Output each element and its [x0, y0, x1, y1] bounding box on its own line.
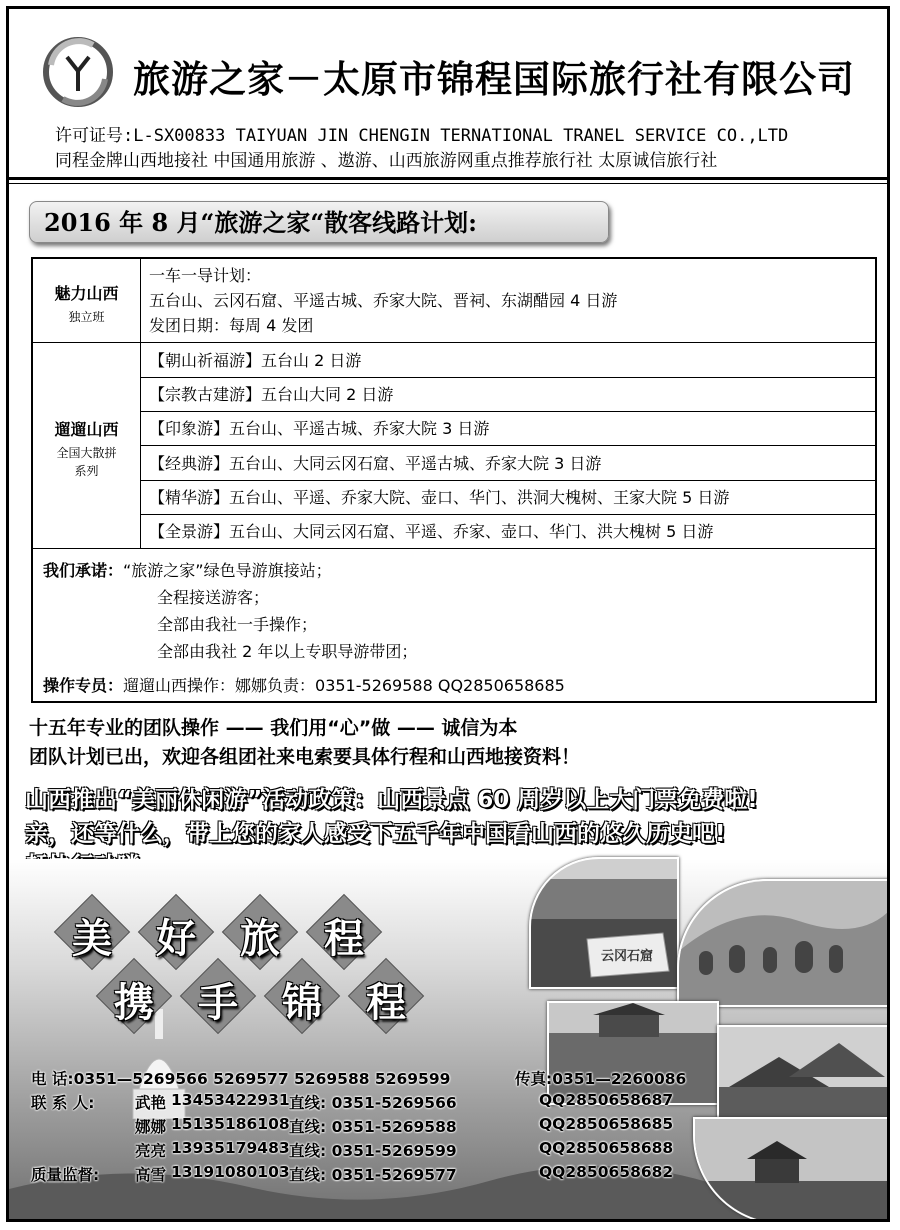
motto-char: 程 [366, 979, 406, 1026]
category-name: 遛遛山西 [54, 420, 119, 439]
promise-line: 全程接送游客； [157, 588, 270, 607]
grottoes-image [679, 881, 889, 1005]
motto-char: 好 [156, 915, 196, 962]
photo-yungang-sign [529, 857, 679, 989]
phone-line: 电 话:0351—5269566 5269577 5269588 5269599 [31, 1070, 451, 1088]
contact-qq: QQ2850658685 [539, 1115, 674, 1133]
contact-name: 娜娜 [135, 1118, 167, 1136]
promo-line: 亲，还等什么，带上您的家人感受下五千年中国看山西的悠久历史吧! [25, 821, 726, 847]
photo-city-wall [547, 1001, 719, 1105]
contact-name: 武艳 [135, 1094, 167, 1112]
motto-char: 美 [72, 915, 112, 962]
contact-mobile: 13191080103 [171, 1163, 290, 1181]
photo-sign-text: 云冈石窟 [601, 949, 654, 964]
promise-block [43, 557, 417, 665]
company-logo-icon [43, 37, 113, 107]
route-item: 【精华游】五台山、平遥、乔家大院、壶口、华门、洪洞大槐树、王家大院 5 日游 [141, 481, 875, 515]
category-sub: 系列 [74, 464, 99, 478]
landscape-image [531, 859, 677, 987]
contact-direct: 直线: 0351-5269599 [289, 1142, 457, 1160]
contact-qq: QQ2850658682 [539, 1163, 674, 1181]
header-divider [9, 177, 890, 180]
route-line: 一车一导计划： [149, 266, 262, 285]
slogan-line: 十五年专业的团队操作 —— 我们用“心”做 —— 诚信为本 [29, 717, 518, 739]
motto-char: 携 [114, 979, 154, 1026]
quality-label: 质量监督: [31, 1166, 100, 1184]
contact-mobile: 13453422931 [171, 1091, 290, 1109]
route-cell-charm [141, 259, 875, 343]
operator-text: 遛遛山西操作：娜娜负责：0351-5269588 QQ2850658685 [123, 676, 565, 695]
endorsement-line: 同程金牌山西地接社 中国通用旅游 、遨游、山西旅游网重点推荐旅行社 太原诚信旅行社 [55, 151, 718, 171]
route-item: 【宗教古建游】五台山大同 2 日游 [141, 378, 875, 412]
contact-qq: QQ2850658688 [539, 1139, 674, 1157]
promise-line: 全部由我社一手操作； [157, 615, 318, 634]
contact-qq: QQ2850658687 [539, 1091, 674, 1109]
operator-line [43, 673, 565, 696]
route-table [31, 257, 877, 703]
photo-temple [717, 1025, 890, 1119]
operator-label: 操作专员： [43, 676, 124, 695]
route-item: 【朝山祈福游】五台山 2 日游 [141, 343, 875, 378]
contact-name: 高雪 [135, 1166, 167, 1184]
contact-mobile: 15135186108 [171, 1115, 290, 1133]
company-name: 旅游之家－太原市锦程国际旅行社有限公司 [133, 58, 855, 101]
category-stroll-shanxi [33, 343, 141, 549]
plan-title: 2016 年 8 月“旅游之家“散客线路计划: [29, 201, 609, 243]
fax-line: 传真:0351—2260086 [515, 1070, 687, 1088]
license-line: 许可证号:L-SX00833 TAIYUAN JIN CHENGIN TERNATIONAL TRANEL SERVICE CO.,LTD [55, 126, 789, 146]
contact-mobile: 13935179483 [171, 1139, 290, 1157]
contact-direct: 直线: 0351-5269588 [289, 1118, 457, 1136]
route-item: 【全景游】五台山、大同云冈石窟、平遥、乔家、壶口、华门、洪大槐树 5 日游 [141, 515, 875, 549]
category-charm-shanxi [33, 259, 141, 343]
route-line: 五台山、云冈石窟、平遥古城、乔家大院、晋祠、东湖醋园 4 日游 [149, 291, 618, 310]
route-item: 【印象游】五台山、平遥古城、乔家大院 3 日游 [141, 412, 875, 446]
category-sub: 独立班 [68, 310, 105, 324]
contact-label: 联 系 人: [31, 1094, 95, 1112]
category-name: 魅力山西 [54, 284, 119, 303]
slogan-line: 团队计划已出，欢迎各组团社来电索要具体行程和山西地接资料！ [29, 746, 581, 768]
motto-char: 旅 [240, 915, 280, 962]
temple-image [719, 1027, 889, 1117]
contact-direct: 直线: 0351-5269577 [289, 1166, 457, 1184]
motto-char: 手 [198, 979, 238, 1026]
promo-line: 山西推出“美丽休闲游”活动政策：山西景点 60 周岁以上大门票免费啦! [25, 787, 758, 813]
promise-line: “旅游之家”绿色导游旗接站； [123, 561, 332, 580]
header-divider-thin [9, 183, 890, 184]
poster [6, 6, 890, 1222]
contact-name: 亮亮 [135, 1142, 167, 1160]
category-sub: 全国大散拼 [56, 446, 117, 460]
contact-direct: 直线: 0351-5269566 [289, 1094, 457, 1112]
promise-label: 我们承诺： [43, 561, 124, 580]
route-line: 发团日期：每周 4 发团 [149, 316, 314, 335]
motto-char: 锦 [282, 979, 322, 1026]
motto-char: 程 [324, 915, 364, 962]
promise-line: 全部由我社 2 年以上专职导游带团； [157, 642, 418, 661]
route-item: 【经典游】五台山、大同云冈石窟、平遥古城、乔家大院 3 日游 [141, 446, 875, 481]
